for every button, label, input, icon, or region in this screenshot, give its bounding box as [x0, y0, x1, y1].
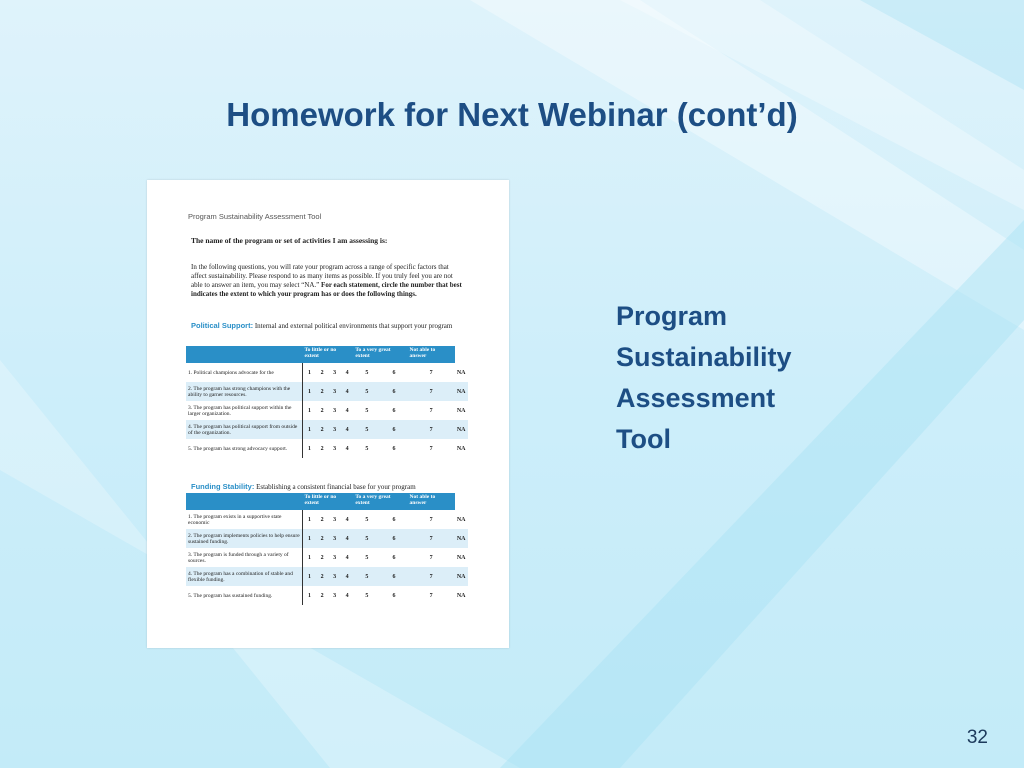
rating-option: 1 — [307, 445, 311, 452]
side-caption-line: Tool — [616, 424, 671, 454]
table-row — [186, 401, 468, 420]
rating-option: 4 — [345, 592, 349, 599]
assessment-document-image — [147, 180, 509, 648]
rating-option: 3 — [333, 369, 337, 376]
rating-option: 7 — [429, 592, 433, 599]
page-number: 32 — [966, 727, 988, 748]
rating-option: 5 — [365, 516, 369, 523]
statement-cell: 1. Political champions advocate for the — [186, 363, 303, 382]
rating-option: 1 — [307, 407, 311, 414]
rating-option: 7 — [429, 445, 433, 452]
rating-option: 4 — [345, 369, 349, 376]
table-row — [186, 382, 468, 401]
rating-option: 7 — [408, 420, 455, 439]
scale-header-high: To a very great extent — [353, 493, 407, 510]
rating-option: 4 — [345, 554, 349, 561]
statement-cell: 3. The program has political support within the larger organization. — [186, 401, 303, 420]
statement-cell: 4. The program has a combination of stable and flexible funding. — [186, 567, 303, 586]
rating-option: 5 — [353, 529, 380, 548]
rating-option: 5 — [365, 369, 369, 376]
header-blank-cell — [186, 346, 303, 363]
table-row — [186, 420, 468, 439]
rating-option: 3 — [328, 382, 340, 401]
rating-option: 2 — [316, 567, 328, 586]
rating-option: NA — [456, 407, 466, 414]
funding-stability-heading: Funding Stability: — [191, 482, 255, 491]
rating-option: 2 — [316, 529, 328, 548]
rating-option: 3 — [333, 592, 337, 599]
rating-option: 5 — [365, 592, 369, 599]
rating-option: 3 — [328, 420, 340, 439]
rating-option: 3 — [333, 516, 337, 523]
rating-option: 1 — [303, 567, 316, 586]
rating-option: 2 — [320, 592, 324, 599]
political-support-desc: Internal and external political environments that support your program — [254, 322, 453, 330]
rating-option: 6 — [392, 516, 396, 523]
header-blank-cell — [186, 493, 303, 510]
document-tool-title: Program Sustainability Assessment Tool — [188, 212, 322, 221]
table-row — [186, 510, 468, 529]
rating-option: 4 — [341, 420, 354, 439]
side-caption-line: Program — [616, 301, 728, 331]
scale-header-high: To a very great extent — [353, 346, 407, 363]
rating-option: 4 — [341, 529, 354, 548]
rating-option: 3 — [328, 529, 340, 548]
scale-header-low: To little or no extent — [303, 346, 354, 363]
rating-option: 3 — [328, 567, 340, 586]
rating-option: 1 — [307, 516, 311, 523]
rating-option: 6 — [392, 369, 396, 376]
table-row — [186, 567, 468, 586]
statement-cell: 2. The program implements policies to help ensure sustained funding. — [186, 529, 303, 548]
rating-option: 1 — [307, 369, 311, 376]
instructions-paragraph — [191, 263, 463, 299]
rating-option: 5 — [353, 420, 380, 439]
rating-option: 5 — [365, 554, 369, 561]
table-header-row — [186, 493, 468, 510]
rating-option: 6 — [392, 592, 396, 599]
statement-cell: 4. The program has political support from outside of the organization. — [186, 420, 303, 439]
rating-option: 7 — [408, 529, 455, 548]
political-support-section — [191, 321, 461, 331]
table-row — [186, 363, 468, 382]
rating-option: 4 — [341, 382, 354, 401]
rating-option: 6 — [380, 382, 407, 401]
rating-option: 7 — [408, 567, 455, 586]
rating-option: 5 — [365, 407, 369, 414]
rating-option: 4 — [345, 445, 349, 452]
table-row — [186, 439, 468, 458]
rating-option: NA — [456, 369, 466, 376]
rating-option: NA — [456, 516, 466, 523]
rating-option: 4 — [345, 516, 349, 523]
rating-option: NA — [456, 592, 466, 599]
rating-option: 3 — [333, 554, 337, 561]
side-caption-line: Sustainability — [616, 342, 792, 372]
rating-option: 7 — [429, 516, 433, 523]
rating-option: 7 — [429, 369, 433, 376]
table-row — [186, 548, 468, 567]
rating-option: 5 — [365, 445, 369, 452]
rating-option: 1 — [307, 592, 311, 599]
funding-stability-section — [191, 482, 461, 492]
rating-option: 2 — [320, 516, 324, 523]
rating-option: 6 — [380, 567, 407, 586]
political-support-heading: Political Support: — [191, 321, 254, 330]
scale-header-low: To little or no extent — [303, 493, 354, 510]
rating-option: 6 — [392, 554, 396, 561]
rating-option: NA — [456, 445, 466, 452]
statement-cell: 5. The program has strong advocacy support. — [186, 439, 303, 458]
rating-option: 7 — [429, 554, 433, 561]
rating-option: 1 — [303, 529, 316, 548]
rating-option: 4 — [341, 567, 354, 586]
rating-option: 2 — [320, 407, 324, 414]
scale-header-na: Not able to answer — [408, 346, 455, 363]
rating-option: 3 — [333, 407, 337, 414]
rating-option: 7 — [429, 407, 433, 414]
rating-option: 6 — [392, 445, 396, 452]
rating-option: 1 — [307, 554, 311, 561]
scale-header-na: Not able to answer — [408, 493, 455, 510]
table-header-row — [186, 346, 468, 363]
statement-cell: 5. The program has sustained funding. — [186, 586, 303, 605]
rating-option: NA — [456, 554, 466, 561]
rating-option: NA — [455, 567, 468, 586]
political-support-table — [186, 346, 468, 458]
rating-option: NA — [455, 382, 468, 401]
program-name-prompt: The name of the program or set of activities I am assessing is: — [191, 236, 388, 245]
rating-option: 2 — [316, 382, 328, 401]
rating-option: 2 — [320, 369, 324, 376]
rating-option: NA — [455, 420, 468, 439]
rating-option: 1 — [303, 382, 316, 401]
table-row — [186, 529, 468, 548]
rating-option: 7 — [408, 382, 455, 401]
rating-option: 1 — [303, 420, 316, 439]
rating-option: 5 — [353, 382, 380, 401]
rating-option: 4 — [345, 407, 349, 414]
slide-title: Homework for Next Webinar (cont’d) — [226, 96, 798, 133]
rating-option: 3 — [333, 445, 337, 452]
statement-cell: 2. The program has strong champions with the ability to garner resources. — [186, 382, 303, 401]
side-caption — [616, 296, 792, 460]
funding-stability-table — [186, 493, 468, 605]
table-row — [186, 586, 468, 605]
funding-stability-desc: Establishing a consistent financial base for your program — [256, 483, 416, 491]
instructions-bold-text: For each statement, circle the number that best indicates the extent to which your program has or does the following things. — [191, 281, 462, 298]
rating-option: NA — [455, 529, 468, 548]
rating-option: 2 — [320, 554, 324, 561]
side-caption-line: Assessment — [616, 383, 776, 413]
rating-option: 2 — [316, 420, 328, 439]
statement-cell: 3. The program is funded through a variety of sources. — [186, 548, 303, 567]
rating-option: 6 — [380, 420, 407, 439]
rating-option: 5 — [353, 567, 380, 586]
rating-option: 6 — [380, 529, 407, 548]
rating-option: 2 — [320, 445, 324, 452]
instructions-text: In the following questions, you will rate your program across a range of specific factors that affect sustainability. Please respond to as many items as possible. If you truly feel you are not able to answer an item, you may select “NA.” — [191, 263, 453, 289]
rating-option: 6 — [392, 407, 396, 414]
statement-cell: 1. The program exists in a supportive state economic — [186, 510, 303, 529]
